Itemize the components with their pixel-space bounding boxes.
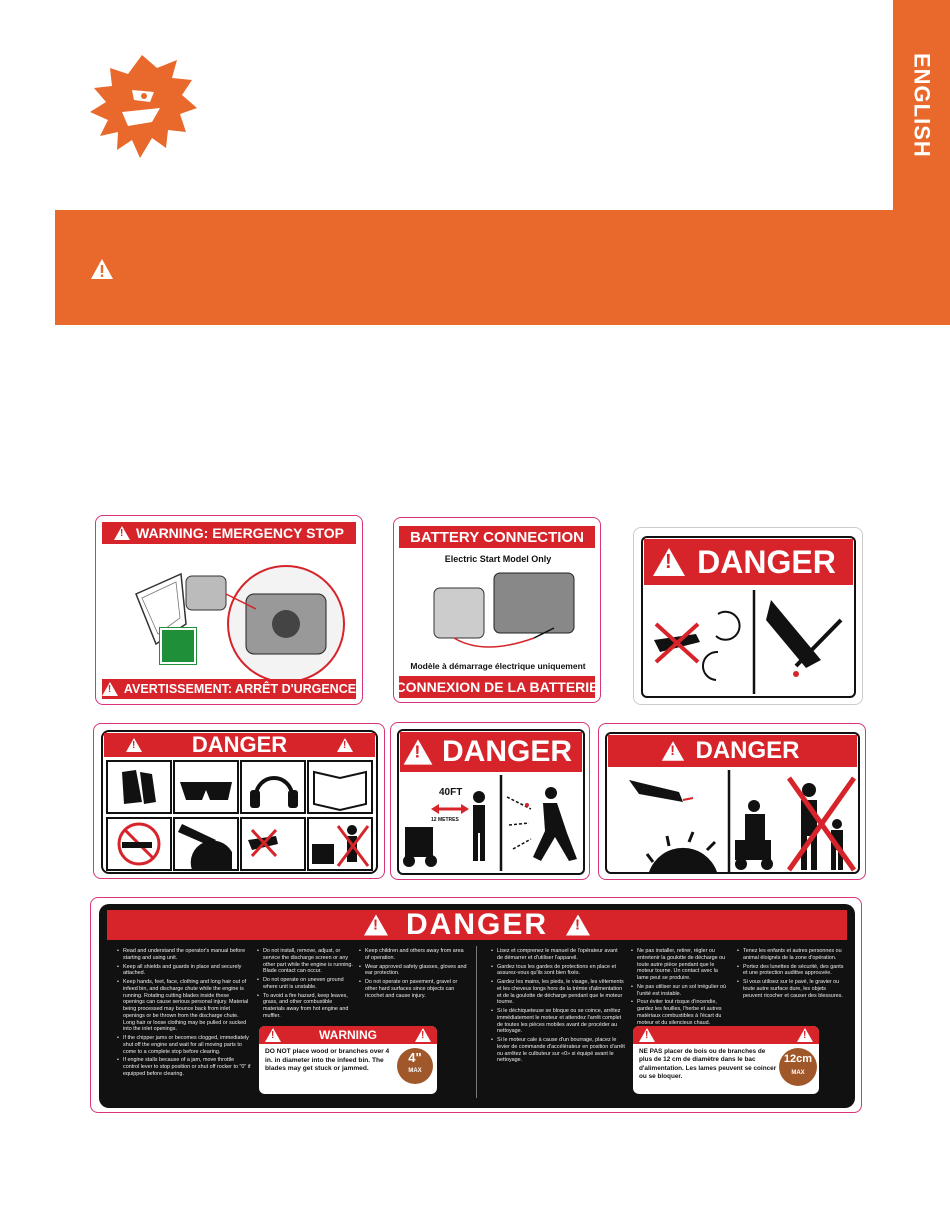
warning-icon: [404, 739, 433, 764]
danger-hand-label: [633, 527, 863, 705]
warning-icon: [797, 1028, 813, 1042]
language-label: ENGLISH: [909, 52, 935, 158]
english-col-2: • Do not install, remove, adjust, or service the discharge screen or any other part while the engine is running. Blade contact can occur. • Do not operate on uneven ground where unit is unstable. • To avoid a fire hazard, keep leaves, grass, and other combustible materials away from hot engine and muffler.: [257, 948, 353, 1022]
french-warning-box: [633, 1026, 819, 1094]
warning-icon: [265, 1028, 281, 1042]
french-warning-text: NE PAS placer de bois ou de branches de plus de 12 cm de diamètre dans le bac d'alimentation. Les lames peuvent se coincer ou se bloquer.: [639, 1048, 777, 1080]
warning-icon: [639, 1028, 655, 1042]
distance-feet: 40FT: [439, 787, 463, 798]
battery-subtitle-fr: Modèle à démarrage électrique uniquement: [410, 661, 586, 671]
ppe-icons-grid-icon: [106, 760, 374, 872]
warning-icon: [653, 548, 685, 576]
warning-icon: [566, 915, 590, 936]
warning-icon: [114, 526, 130, 540]
warning-icon: [662, 741, 684, 761]
warning-icon: [415, 1028, 431, 1042]
max-4in-badge: 4" MAX: [397, 1048, 433, 1084]
warning-icon: [364, 915, 388, 936]
battery-subtitle: Electric Start Model Only: [444, 554, 552, 564]
battery-title: BATTERY CONNECTION: [399, 526, 595, 548]
max-12cm-badge: 12cm MAX: [779, 1048, 817, 1086]
emergency-title: WARNING: EMERGENCY STOP: [136, 525, 344, 541]
distance-illustration-icon: [401, 775, 583, 871]
hand-blade-rotation-icon: [646, 590, 851, 694]
english-warning-title: WARNING: [319, 1028, 377, 1042]
danger-big-title: DANGER: [405, 908, 548, 941]
english-warning-box: [259, 1026, 437, 1094]
battery-title-fr: CONNEXION DE LA BATTERIE: [399, 676, 595, 698]
battery-connection-label: [393, 517, 601, 703]
language-tab: [893, 0, 950, 210]
english-col-1: • Read and understand the operator's manual before starting and using unit. • Keep all shields and guards in place and securely attached. • Keep hands, feet, face, clothing and long hair out of infeed bin, and discharge chute while the engine is running. Rotating cutting blades inside these openings can cause serious personal injury. Material being processed may bounce back from inlet openings or be thrown from the discharge chute. Long hair or loose clothing may be pulled or sucked into the inlet openings. • If the chipper jams or becomes clogged, immediately shut off the engine and wait for all moving parts to come to a complete stop before clearing. • If engine stalls because of a jam, move throttle control lever to stop position or shut off rocker to "0" if equipped before clearing.: [117, 948, 251, 1080]
danger-blade-title: DANGER: [695, 737, 800, 764]
distance-metres: 12 METRES: [431, 817, 459, 823]
danger-ppe-title: DANGER: [191, 732, 288, 757]
french-col-2: • Ne pas installer, retirer, régler ou entretenir la goulotte de décharge ou toute autre pièce pendant que le moteur tourne. Un contact avec la lame peut se produire. • Ne pas utiliser sur un sol irrégulier où l'unité est instable. • Pour éviter tout risque d'incendie, gardez les feuilles, l'herbe et autres matériaux combustibles à l'écart du moteur et du silencieux chaud.: [631, 948, 731, 1028]
danger-blade-children-label: [598, 723, 866, 880]
engine-illustration-icon: [126, 554, 356, 684]
lion-logo-icon: [82, 50, 202, 165]
safety-banner: [55, 210, 950, 325]
warning-icon: [126, 738, 142, 752]
danger-title: DANGER: [697, 543, 836, 580]
english-col-3: • Keep children and others away from area of operation. • Wear approved safety glasses, gloves and ear protection. • Do not operate on pavement, gravel or other hard surfaces since objects can ricochet and cause injury.: [359, 948, 469, 1001]
warning-icon: [337, 738, 353, 752]
battery-wiring-illustration-icon: [424, 568, 584, 658]
french-col-3: • Tenez les enfants et autres personnes ou animal éloignés de la zone d'opération. • Portez des lunettes de sécurité, des gants et une protection auditive approuvée. • Si vous utilisez sur le pavé, le gravier ou toute autre surface dure, les objets peuvent ricocher et causer des blessures.: [737, 948, 845, 1001]
emergency-stop-sign-icon: [160, 628, 196, 664]
warning-triangle-icon: [90, 258, 114, 280]
warning-icon: [102, 682, 118, 696]
french-col-1: • Lisez et comprenez le manuel de l'opérateur avant de démarrer et d'utiliser l'appareil. • Gardez tous les gardes de protections en place et assurez-vous qu'ils sont bien fixés. • Gardez les mains, les pieds, le visage, les vêtements et les cheveux longs hors de la trémie d'alimentation et de la goulotte de décharge pendant que le moteur tourne. • Si le déchiqueteuse se bloque ou se coince, arrêtez immédiatement le moteur et attendez l'arrêt complet de toutes les pièces mobiles avant de procéder au nettoyage. • Si le moteur cale à cause d'un bourrage, placez le levier de commande d'accélérateur en position d'arrêt ou arrêtez le culbuteur sur «0» si équipé avant le nettoyage.: [491, 948, 625, 1066]
emergency-title-fr: AVERTISSEMENT: ARRÊT D'URGENCE: [123, 682, 357, 696]
danger-instructions-label: [90, 897, 862, 1113]
danger-distance-label: [390, 722, 590, 880]
blade-children-illustration-icon: [609, 770, 859, 872]
danger-ppe-label: [93, 723, 385, 879]
emergency-stop-label: [95, 515, 363, 705]
english-warning-text: DO NOT place wood or branches over 4 in. in diameter into the infeed bin. The blades may get stuck or jammed.: [265, 1048, 390, 1073]
danger-distance-title: DANGER: [441, 735, 572, 768]
